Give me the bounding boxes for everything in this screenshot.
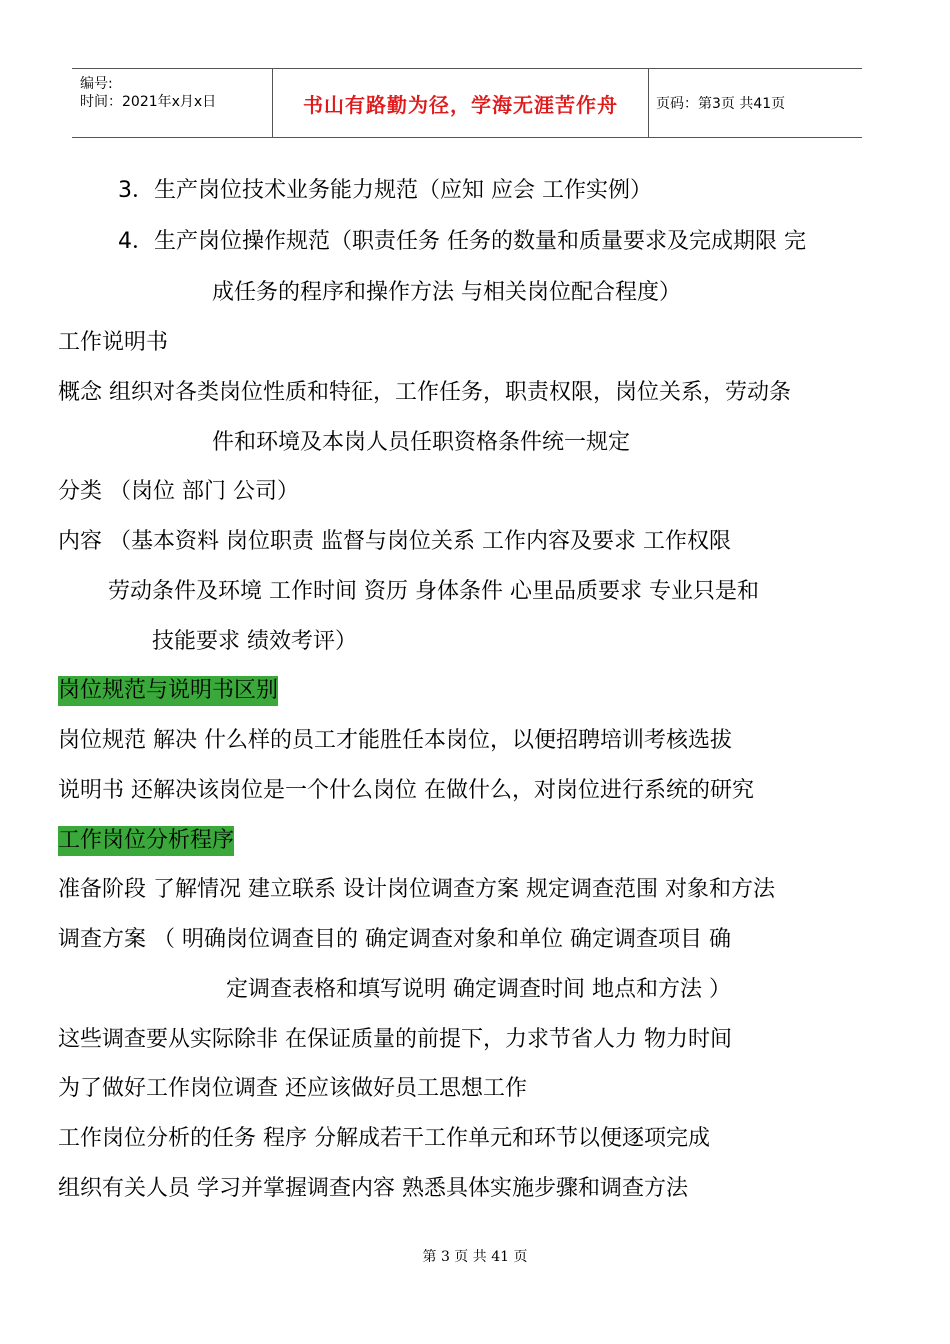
document-number-label: 编号: — [80, 76, 113, 92]
body-line: 概念 组织对各类岗位性质和特征，工作任务，职责权限，岗位关系，劳动条 — [58, 380, 791, 405]
body-line: 组织有关人员 学习并掌握调查内容 熟悉具体实施步骤和调查方法 — [58, 1176, 688, 1201]
body-line: 为了做好工作岗位调查 还应该做好员工思想工作 — [58, 1076, 527, 1101]
body-line: 调查方案 （ 明确岗位调查目的 确定调查对象和单位 确定调查项目 确 — [58, 927, 731, 952]
body-line: 这些调查要从实际除非 在保证质量的前提下，力求节省人力 物力时间 — [58, 1027, 732, 1052]
body-line: 成任务的程序和操作方法 与相关岗位配合程度） — [212, 280, 681, 305]
body-line: 工作岗位分析的任务 程序 分解成若干工作单元和环节以便逐项完成 — [58, 1126, 710, 1151]
header-motto-cell — [272, 69, 649, 137]
highlighted-heading: 岗位规范与说明书区别 — [58, 676, 278, 706]
body-line: 劳动条件及环境 工作时间 资历 身体条件 心里品质要求 专业只是和 — [108, 579, 759, 604]
body-line: 准备阶段 了解情况 建立联系 设计岗位调查方案 规定调查范围 对象和方法 — [58, 877, 775, 902]
page-footer: 第 3 页 共 41 页 — [422, 1249, 528, 1265]
header-page-info: 页码：第3页 共41页 — [656, 96, 786, 112]
body-line: 说明书 还解决该岗位是一个什么岗位 在做什么，对岗位进行系统的研究 — [58, 778, 754, 803]
header-motto: 书山有路勤为径，学海无涯苦作舟 — [303, 93, 618, 117]
body-line: 3．生产岗位技术业务能力规范（应知 应会 工作实例） — [118, 178, 652, 203]
body-line: 内容 （基本资料 岗位职责 监督与岗位关系 工作内容及要求 工作权限 — [58, 529, 731, 554]
body-line: 件和环境及本岗人员任职资格条件统一规定 — [212, 430, 631, 455]
section-heading: 工作说明书 — [58, 330, 169, 355]
body-line: 岗位规范 解决 什么样的员工才能胜任本岗位，以便招聘培训考核选拔 — [58, 728, 732, 753]
body-line: 4．生产岗位操作规范（职责任务 任务的数量和质量要求及完成期限 完 — [118, 229, 806, 254]
body-line: 定调查表格和填写说明 确定调查时间 地点和方法 ） — [226, 977, 731, 1002]
page-header — [72, 68, 862, 138]
header-meta — [72, 69, 272, 137]
body-line: 分类 （岗位 部门 公司） — [58, 479, 299, 504]
document-time: 时间：2021年x月x日 — [80, 94, 217, 110]
highlighted-heading: 工作岗位分析程序 — [58, 826, 234, 856]
body-line: 技能要求 绩效考评） — [152, 629, 357, 654]
header-page-cell — [648, 69, 862, 137]
